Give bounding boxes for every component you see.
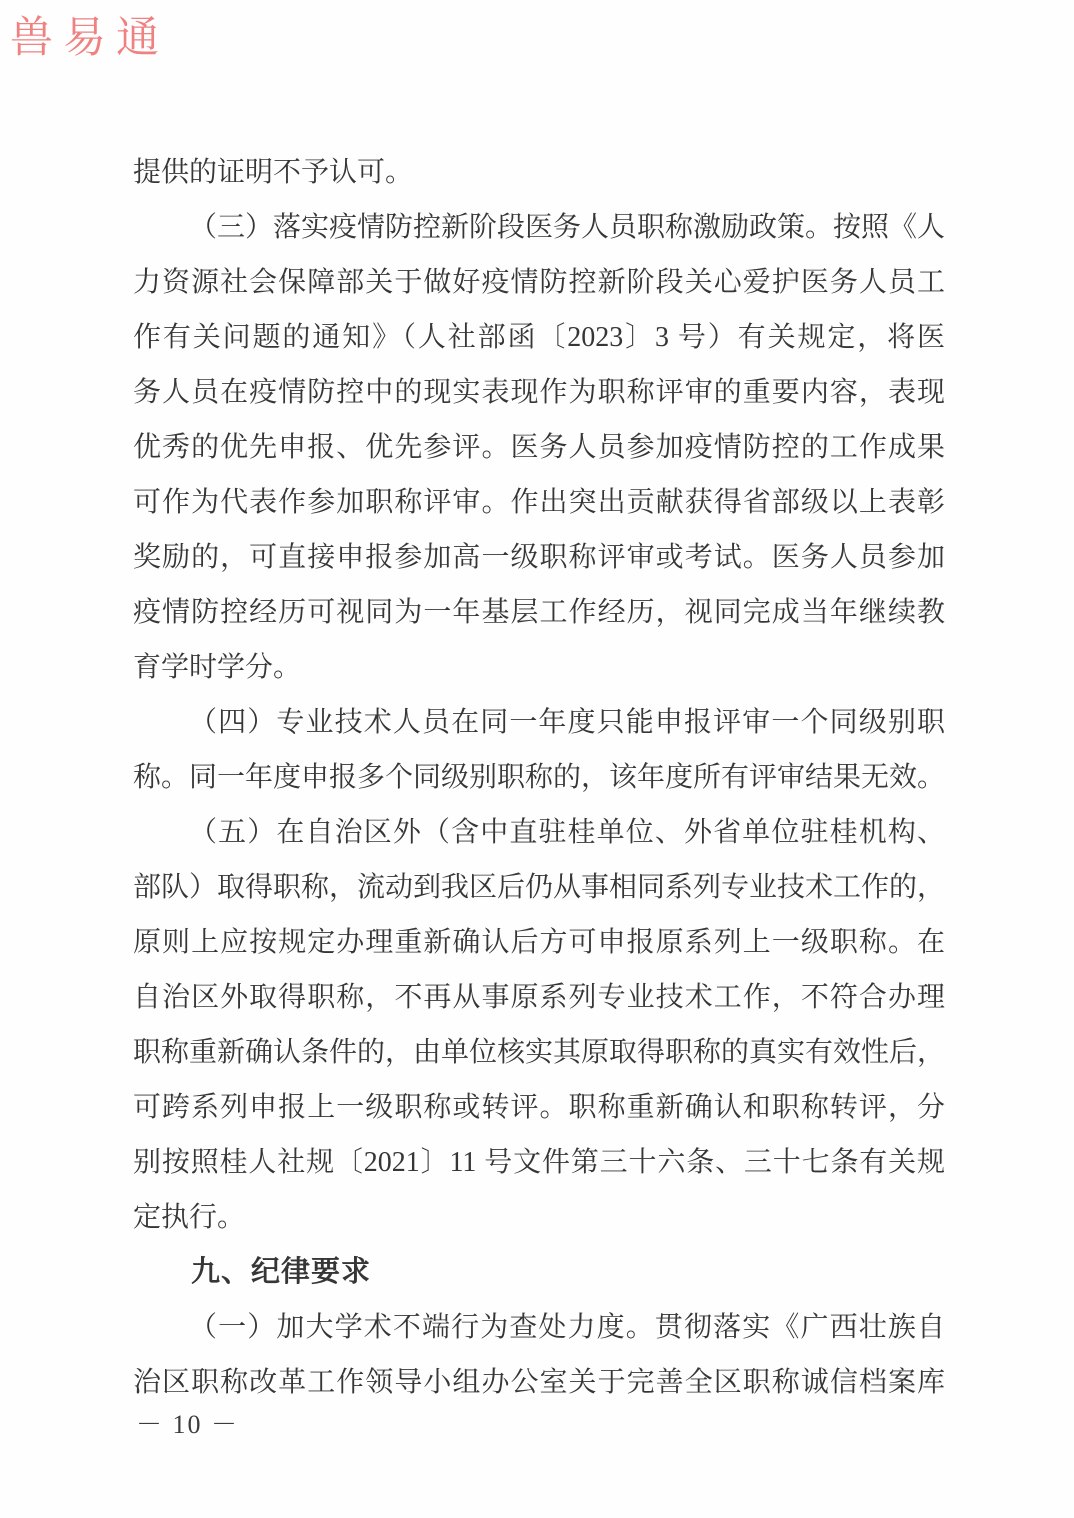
- text-line: 疫情防控经历可视同为一年基层工作经历，视同完成当年继续教: [133, 597, 945, 628]
- text-line: 优秀的优先申报、优先参评。医务人员参加疫情防控的工作成果: [133, 432, 945, 463]
- text-line: （三）落实疫情防控新阶段医务人员职称激励政策。按照《人: [189, 212, 945, 243]
- text-line: （一）加大学术不端行为查处力度。贯彻落实《广西壮族自: [189, 1312, 945, 1343]
- document-lines: [133, 145, 945, 1410]
- text-line: （四）专业技术人员在同一年度只能申报评审一个同级别职: [189, 707, 945, 738]
- text-line: 原则上应按规定办理重新确认后方可申报原系列上一级职称。在: [133, 927, 945, 958]
- text-line: 职称重新确认条件的，由单位核实其原取得职称的真实有效性后，: [133, 1037, 945, 1068]
- text-line: 别按照桂人社规〔2021〕11 号文件第三十六条、三十七条有关规: [133, 1147, 945, 1178]
- text-line: 部队）取得职称，流动到我区后仍从事相同系列专业技术工作的，: [133, 872, 945, 903]
- text-line: 可作为代表作参加职称评审。作出突出贡献获得省部级以上表彰: [133, 487, 945, 518]
- text-line: 育学时学分。: [133, 652, 302, 683]
- text-line: 可跨系列申报上一级职称或转评。职称重新确认和职称转评，分: [133, 1092, 945, 1123]
- watermark-text: 兽易通: [10, 15, 169, 62]
- text-line: 自治区外取得职称，不再从事原系列专业技术工作，不符合办理: [133, 982, 945, 1013]
- text-line: 力资源社会保障部关于做好疫情防控新阶段关心爱护医务人员工: [133, 267, 945, 298]
- text-line: 提供的证明不予认可。: [133, 157, 414, 188]
- text-line: 务人员在疫情防控中的现实表现作为职称评审的重要内容，表现: [133, 377, 945, 408]
- text-line: 称。同一年度申报多个同级别职称的，该年度所有评审结果无效。: [133, 762, 945, 793]
- text-line: 作有关问题的通知》（人社部函〔2023〕3 号）有关规定，将医: [133, 322, 945, 353]
- section-heading: 九、纪律要求: [191, 1256, 372, 1288]
- text-line: 定执行。: [133, 1202, 246, 1233]
- text-line: 治区职称改革工作领导小组办公室关于完善全区职称诚信档案库: [133, 1367, 945, 1398]
- text-line: 奖励的，可直接申报参加高一级职称评审或考试。医务人员参加: [133, 542, 945, 573]
- text-line: （五）在自治区外（含中直驻桂单位、外省单位驻桂机构、: [189, 817, 945, 848]
- page-number: － 10 －: [136, 1410, 240, 1439]
